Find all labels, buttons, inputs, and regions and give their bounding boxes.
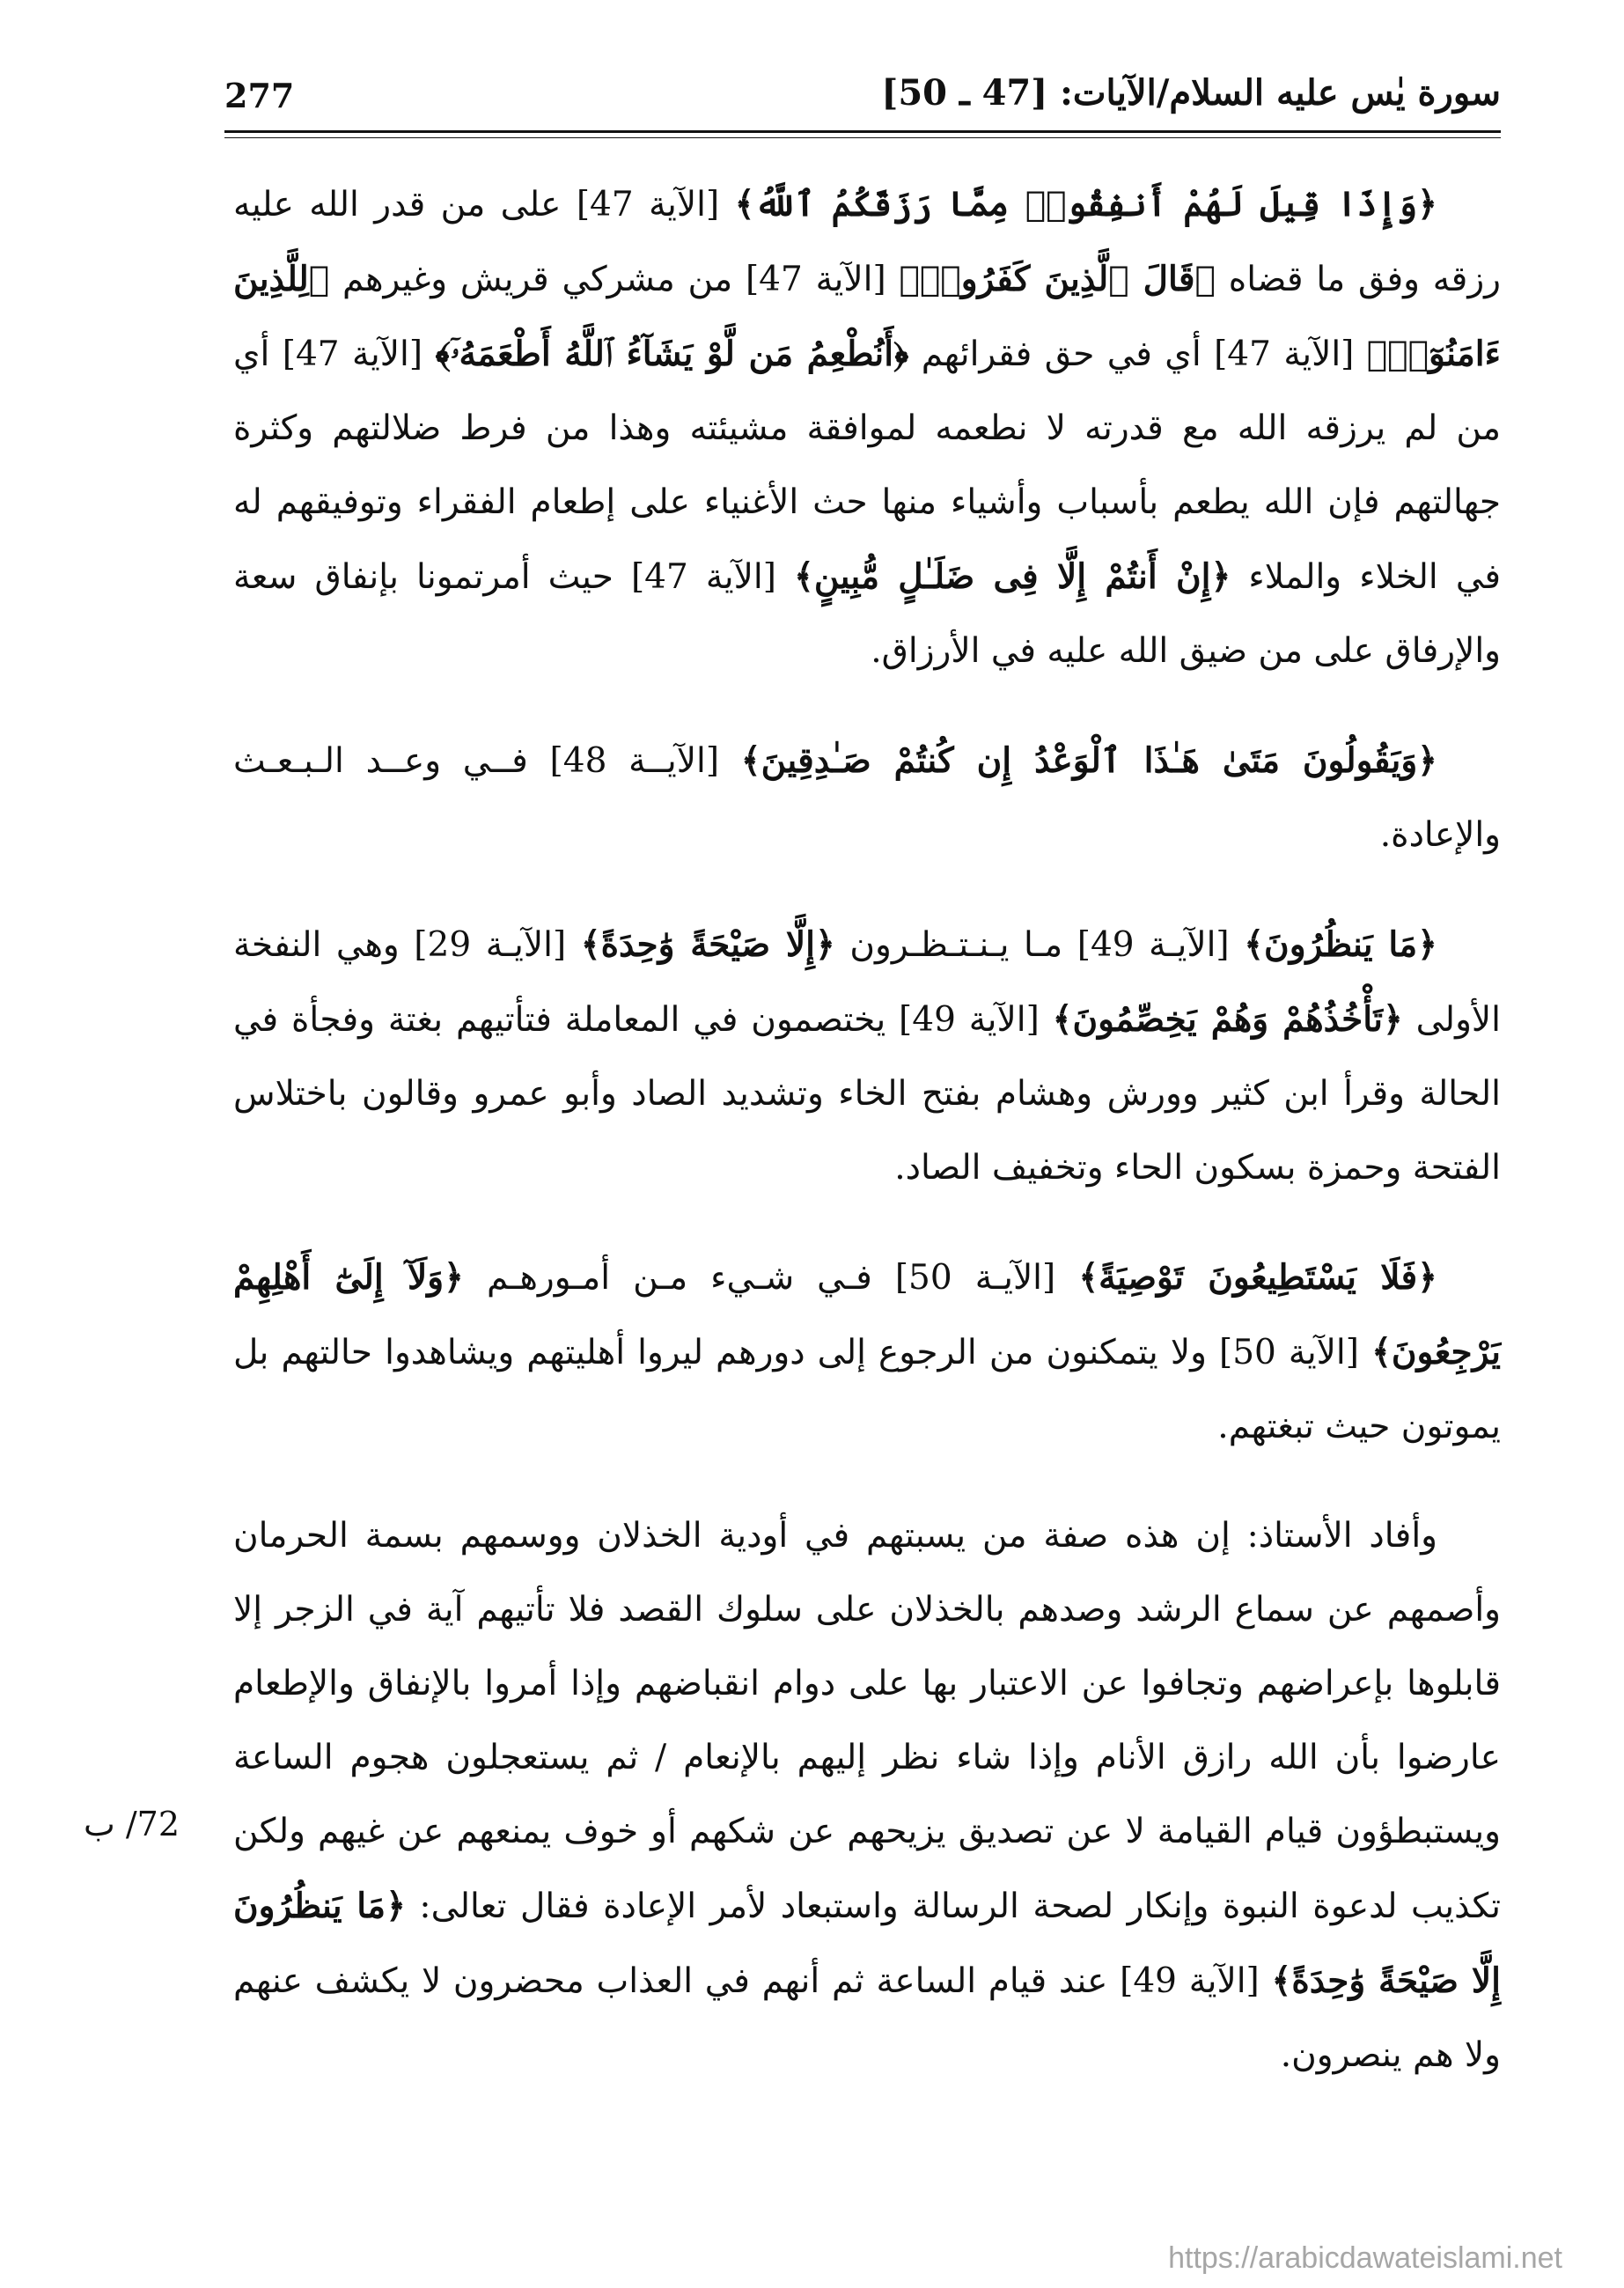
running-title: سورة يٰس عليه السلام/الآيات: [47 ـ 50]: [881, 72, 1501, 114]
commentary-text: [الآية 47] من مشركي قريش وغيرهم: [329, 260, 900, 299]
quran-quotation: ﴿وَلَآ إِلَىٰٓ أَهْلِهِمْ يَرْجِعُونَ﴾: [233, 1257, 1501, 1372]
paragraph: [233, 167, 1501, 688]
body-text: [233, 167, 1501, 2093]
commentary-text: [الآية 47] حيث أمرتمونا بإنفاق سعة والإرفاق على من ضيق الله عليه في الأرزاق.: [233, 557, 1501, 671]
paragraph: [233, 908, 1501, 1205]
commentary-text: [الآية 50] ولا يتمكنون من الرجوع إلى دورهم ليروا أهليتهم ويشاهدوا حالتهم بل يموتون حيث تبغتهم.: [233, 1333, 1501, 1446]
paragraph: [233, 1499, 1501, 2093]
commentary-text: [الآية 49] عند قيام الساعة ثم أنهم في العذاب محضرون لا يكشف عنهم ولا هم ينصرون.: [233, 1961, 1501, 2075]
quran-quotation: ﴿تَأْخُذُهُمْ وَهُمْ يَخِصِّمُونَ﴾: [1052, 999, 1403, 1040]
page-number: 277: [224, 76, 295, 115]
commentary-text: [الآيــة 48] فــي وعــد الـبـعـث والإعادة.: [233, 741, 1501, 855]
header-rule: [224, 130, 1501, 133]
commentary-text: [الآية 47] أي في حق فقرائهم: [908, 335, 1367, 374]
quran-quotation: ﴿وَإِذَا قِيلَ لَهُمْ أَنفِقُوا۟ مِمَّا رَزَقَكُمُ ٱللَّهُ﴾: [734, 184, 1437, 224]
commentary-text: [الآيـة 49] مـا يـنـتـظـرون: [834, 925, 1245, 965]
header-rule-thin: [224, 137, 1501, 138]
quran-quotation: ﴿فَلَا يَسْتَطِيعُونَ تَوْصِيَةً﴾: [1078, 1257, 1437, 1298]
quran-quotation: ﴿إِنْ أَنتُمْ إِلَّا فِى ضَلَـٰلٍ مُّبِينٍ﴾: [794, 556, 1231, 597]
quran-quotation: ﴿مَا يَنظُرُونَ﴾: [1244, 924, 1438, 965]
quran-quotation: ﴿أَنُطْعِمُ مَن لَّوْ يَشَآءُ ٱللَّهُ أَطْعَمَهُۥٓ﴾: [435, 334, 909, 374]
paragraph: [233, 724, 1501, 872]
quran-quotation: ﴿إِلَّا صَيْحَةً وَٰحِدَةً﴾: [580, 924, 835, 965]
watermark: https://arabicdawateislami.net: [1168, 2241, 1562, 2275]
commentary-text: [الآيـة 29] وهي النفخة الأولى: [233, 925, 1501, 1040]
quran-quotation: ﴿وَيَقُولُونَ مَتَىٰ هَـٰذَا ٱلْوَعْدُ إِن كُنتُمْ صَـٰدِقِينَ﴾: [740, 740, 1438, 781]
commentary-text: [الآية 47] على من قدر الله عليه رزقه وفق ما قضاه: [233, 185, 1501, 299]
commentary-text: وأفاد الأستاذ: إن هذه صفة من يسبتهم في أودية الخذلان ووسمهم بسمة الحرمان وأصمهم عن سماع الرشد وصدهم بالخذلان على سلوك القصد فلا تأتيهم آية في الزجر إلا قابلوها بإعراضهم وتجافوا عن الاعتبار بها على دوام انقباضهم وإذا أمروا بالإنفاق والإطعام عارضوا بأن الله رازق الأنام وإذا شاء نظر إليهم بالإنعام / ثم يستعجلون هجوم الساعة ويستبطؤون قيام القيامة لا عن تصديق يزيحهم عن شكهم أو خوف يمنعهم عن غيهم ولكن تكذيب لدعوة النبوة وإنكار لصحة الرسالة واستبعاد لأمر الإعادة فقال تعالى:: [233, 1516, 1501, 1926]
quran-quotation: ﴿قَالَ ٱلَّذِينَ كَفَرُوا۟﴾: [899, 259, 1216, 299]
margin-folio-note: 72/ ب: [84, 1805, 180, 1843]
commentary-text: [الآيـة 50] فـي شـيء مـن أمـورهـم: [463, 1258, 1079, 1298]
paragraph: [233, 1240, 1501, 1464]
quran-quotation: ﴿مَا يَنظُرُونَ إِلَّا صَيْحَةً وَٰحِدَةً﴾: [233, 1886, 1501, 2001]
quran-quotation: ﴿لِلَّذِينَ ءَامَنُوٓا۟﴾: [233, 259, 1501, 374]
commentary-text: [الآية 49] يختصمون في المعاملة فتأتيهم بغتة وفجأة في الحالة وقرأ ابن كثير وورش وهشام بفتح الخاء وتشديد الصاد وأبو عمرو وقالون باختلاس الفتحة وحمزة بسكون الحاء وتخفيف الصاد.: [233, 1000, 1501, 1188]
page-header: [224, 72, 1501, 125]
commentary-text: [الآية 47] أي من لم يرزقه الله مع قدرته لا نطعمه لموافقة مشيئته وهذا من فرط ضلالتهم وكثرة جهالتهم فإن الله يطعم بأسباب وأشياء منها حث الأغنياء على إطعام الفقراء وتوفيقهم له في الخلاء والملاء: [233, 335, 1501, 597]
